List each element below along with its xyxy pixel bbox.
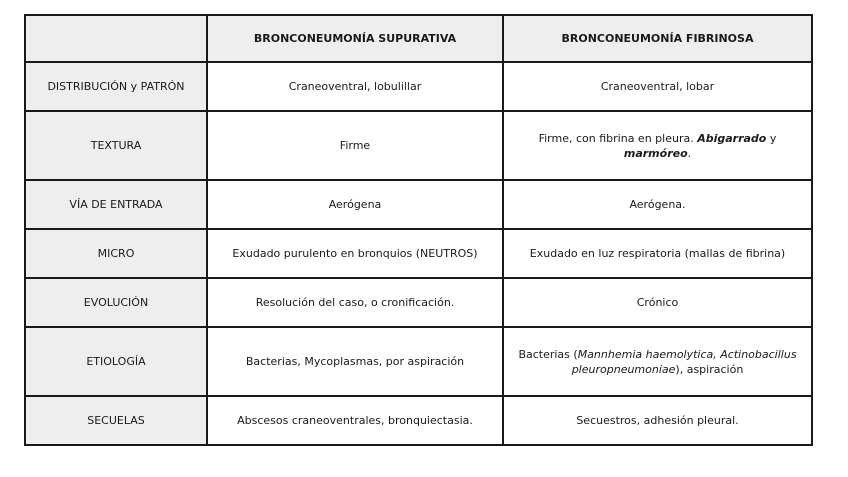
cell-supurativa-textura: Firme xyxy=(207,111,503,180)
table-row xyxy=(25,62,812,111)
row-label-distribucion: DISTRIBUCIÓN y PATRÓN xyxy=(25,62,207,111)
comparison-table xyxy=(24,14,813,446)
cell-supurativa-via-entrada: Aerógena xyxy=(207,180,503,229)
textura-emphasis-abigarrado: Abigarrado xyxy=(697,131,767,145)
cell-supurativa-etiologia: Bacterias, Mycoplasmas, por aspiración xyxy=(207,327,503,396)
row-label-micro: MICRO xyxy=(25,229,207,278)
cell-fibrinosa-etiologia xyxy=(503,327,812,396)
table-row xyxy=(25,327,812,396)
table-row xyxy=(25,111,812,180)
header-row xyxy=(25,15,812,62)
cell-fibrinosa-micro: Exudado en luz respiratoria (mallas de fibrina) xyxy=(503,229,812,278)
cell-supurativa-secuelas: Abscesos craneoventrales, bronquiectasia. xyxy=(207,396,503,445)
table-row xyxy=(25,180,812,229)
cell-supurativa-evolucion: Resolución del caso, o cronificación. xyxy=(207,278,503,327)
row-label-etiologia: ETIOLOGÍA xyxy=(25,327,207,396)
row-label-via-entrada: VÍA DE ENTRADA xyxy=(25,180,207,229)
row-label-evolucion: EVOLUCIÓN xyxy=(25,278,207,327)
etiologia-text-1: Bacterias ( xyxy=(518,347,578,361)
table-row xyxy=(25,396,812,445)
cell-supurativa-distribucion: Craneoventral, lobulillar xyxy=(207,62,503,111)
table-row xyxy=(25,229,812,278)
cell-fibrinosa-secuelas: Secuestros, adhesión pleural. xyxy=(503,396,812,445)
cell-fibrinosa-via-entrada: Aerógena. xyxy=(503,180,812,229)
row-label-textura: TEXTURA xyxy=(25,111,207,180)
textura-text-3: . xyxy=(687,146,692,160)
etiologia-species-italic: Mannhemia haemolytica, Actinobacillus pleuropneumoniae xyxy=(571,347,797,376)
header-corner-cell xyxy=(25,15,207,62)
textura-text-2: y xyxy=(766,131,777,145)
cell-fibrinosa-evolucion: Crónico xyxy=(503,278,812,327)
row-label-secuelas: SECUELAS xyxy=(25,396,207,445)
cell-fibrinosa-textura xyxy=(503,111,812,180)
cell-fibrinosa-distribucion: Craneoventral, lobar xyxy=(503,62,812,111)
table-row xyxy=(25,278,812,327)
textura-text-1: Firme, con fibrina en pleura. xyxy=(538,131,698,145)
etiologia-text-2: ), aspiración xyxy=(675,362,744,376)
header-fibrinosa: BRONCONEUMONÍA FIBRINOSA xyxy=(503,15,812,62)
cell-supurativa-micro: Exudado purulento en bronquios (NEUTROS) xyxy=(207,229,503,278)
header-supurativa: BRONCONEUMONÍA SUPURATIVA xyxy=(207,15,503,62)
textura-emphasis-marmoreo: marmóreo xyxy=(623,146,688,160)
